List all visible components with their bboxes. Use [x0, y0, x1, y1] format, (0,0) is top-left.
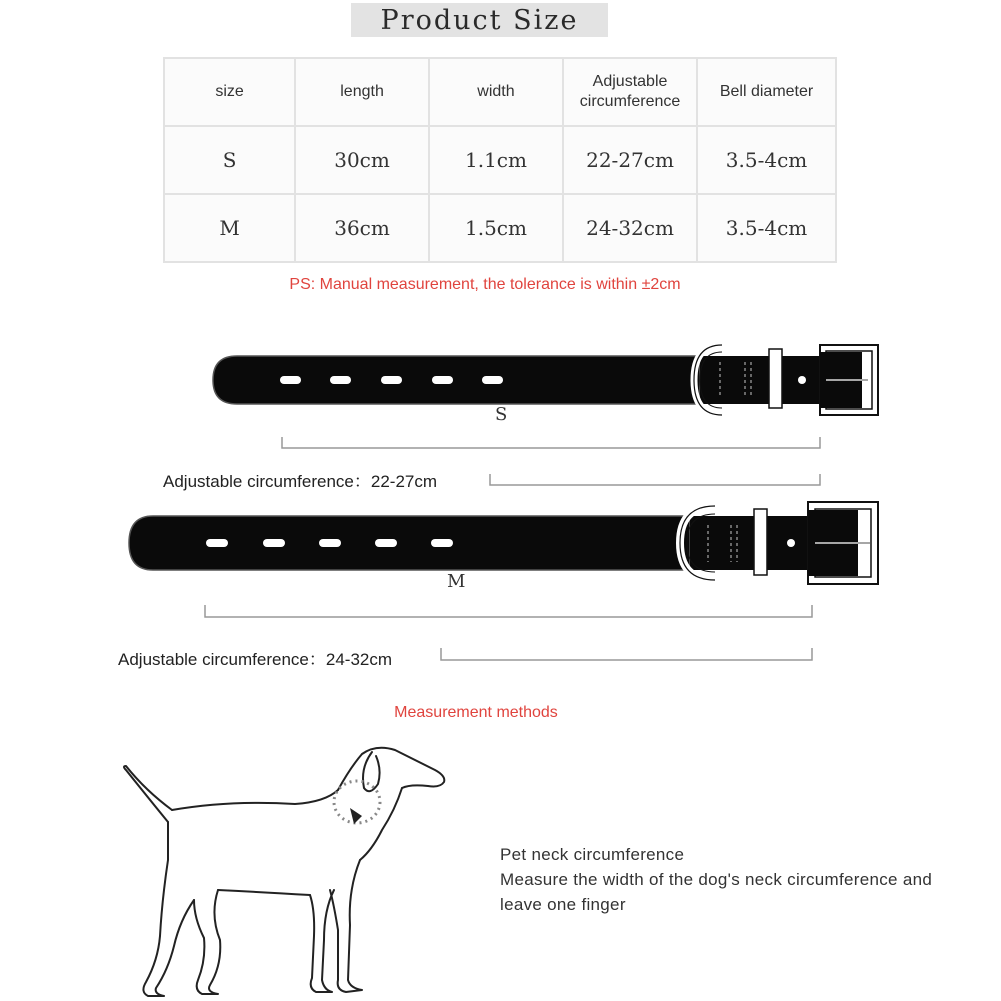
cell-width: 1.1cm — [429, 126, 563, 194]
cell-bell-diameter: 3.5-4cm — [697, 194, 836, 262]
collar-medium-label: M — [447, 571, 466, 592]
cell-length: 36cm — [295, 194, 429, 262]
cell-bell-diameter: 3.5-4cm — [697, 126, 836, 194]
header-length: length — [295, 58, 429, 126]
cell-circumference: 24-32cm — [563, 194, 697, 262]
adjustable-circumference-small: Adjustable circumference：22-27cm — [163, 472, 438, 491]
cell-length: 30cm — [295, 126, 429, 194]
measurement-methods-title: Measurement methods — [394, 704, 558, 721]
header-width: width — [429, 58, 563, 126]
cell-width: 1.5cm — [429, 194, 563, 262]
collar-small-image — [213, 345, 878, 485]
cell-size: S — [164, 126, 295, 194]
collar-medium-image — [129, 502, 878, 660]
dog-outline-image — [110, 740, 460, 1001]
header-size: size — [164, 58, 295, 126]
header-bell-diameter: Bell diameter — [697, 58, 836, 126]
cell-size: M — [164, 194, 295, 262]
header-circumference-line2: circumference — [579, 93, 681, 110]
collar-small-label: S — [495, 404, 508, 425]
neck-description-line1: Measure the width of the dog's neck circumference and — [500, 870, 933, 889]
adjustable-circumference-medium: Adjustable circumference：24-32cm — [118, 650, 393, 669]
neck-description-line2: leave one finger — [500, 895, 626, 914]
product-size-title: Product Size — [351, 3, 608, 37]
neck-circumference-instructions — [500, 842, 932, 917]
tolerance-note: PS: Manual measurement, the tolerance is within ±2cm — [289, 276, 681, 293]
neck-title: Pet neck circumference — [500, 845, 685, 864]
header-circumference-line1: Adjustable — [592, 73, 668, 90]
cell-circumference: 22-27cm — [563, 126, 697, 194]
